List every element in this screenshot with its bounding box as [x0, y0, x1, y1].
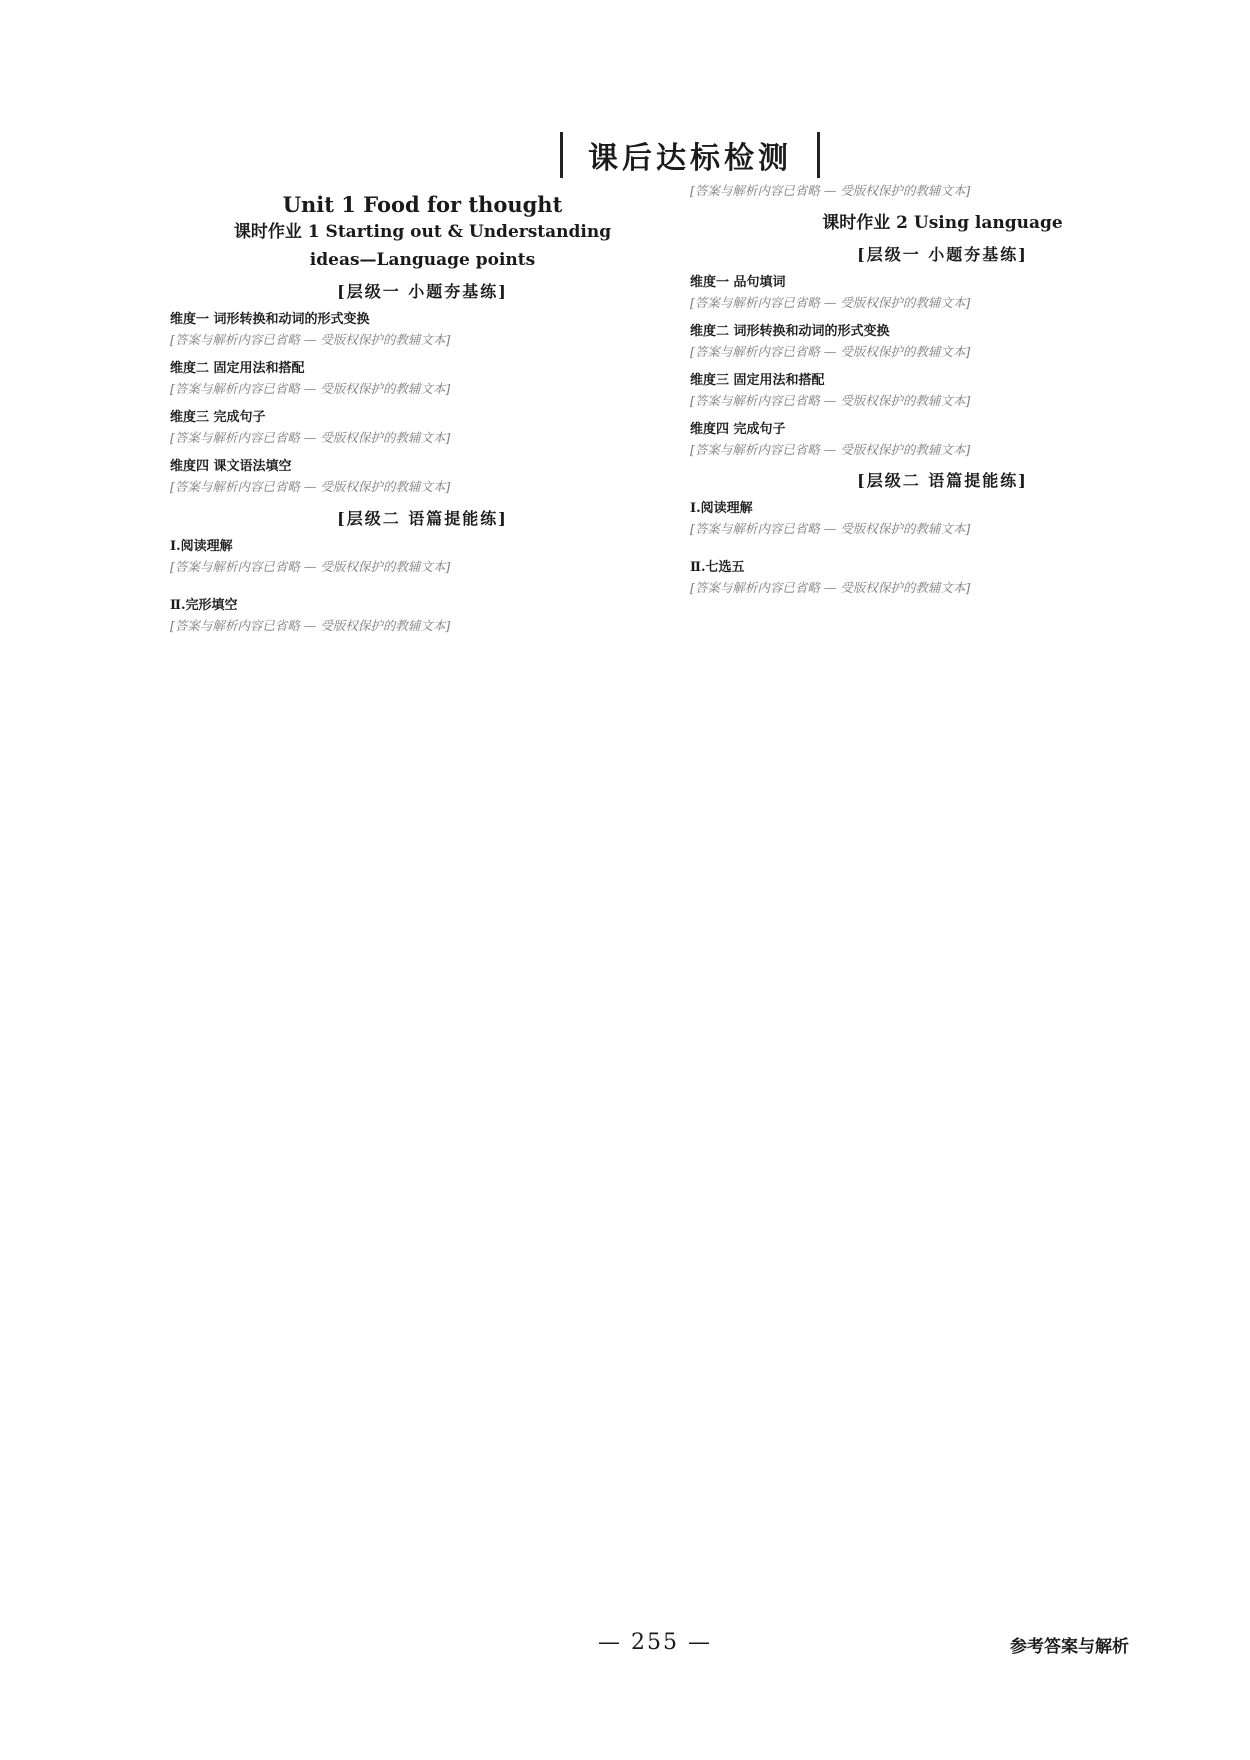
level-1-heading: [层级一 小题夯基练] — [337, 282, 508, 302]
section-seven-choose-five-heading: Ⅱ.七选五 — [690, 560, 745, 576]
dimension-3-heading: 维度三 完成句子 — [170, 409, 266, 425]
placeholder-text: [答案与解析内容已省略 — 受版权保护的教辅文本] — [690, 441, 971, 457]
level-2-heading: [层级二 语篇提能练] — [337, 508, 508, 528]
dimension-4-heading: 维度四 完成句子 — [690, 421, 786, 437]
lesson-title-2: 课时作业 2 Using language — [822, 212, 1063, 233]
footer-section-label: 参考答案与解析 — [1010, 1637, 1129, 1657]
lesson-title-1-line-1: 课时作业 1 Starting out & Understanding — [233, 222, 612, 242]
placeholder-text: [答案与解析内容已省略 — 受版权保护的教辅文本] — [170, 558, 451, 574]
placeholder-text: [答案与解析内容已省略 — 受版权保护的教辅文本] — [170, 429, 451, 445]
section-cloze-heading: Ⅱ.完形填空 — [170, 597, 238, 613]
page-banner-title: 课后达标检测 — [560, 132, 820, 178]
placeholder-text: [答案与解析内容已省略 — 受版权保护的教辅文本] — [690, 392, 971, 408]
left-column — [170, 186, 675, 636]
placeholder-text: [答案与解析内容已省略 — 受版权保护的教辅文本] — [690, 521, 971, 537]
placeholder-text: [答案与解析内容已省略 — 受版权保护的教辅文本] — [170, 617, 451, 633]
lesson-title-1-line-2: ideas—Language points — [309, 250, 536, 271]
page-number: — 255 — — [598, 1630, 712, 1655]
unit-title: Unit 1 Food for thought — [282, 192, 563, 217]
level-2-heading: [层级二 语篇提能练] — [857, 471, 1028, 491]
placeholder-text: [答案与解析内容已省略 — 受版权保护的教辅文本] — [170, 381, 451, 397]
section-reading-heading: Ⅰ.阅读理解 — [170, 538, 233, 554]
right-column — [690, 180, 1195, 599]
dimension-1-heading: 维度一 词形转换和动词的形式变换 — [170, 312, 370, 328]
placeholder-text: [答案与解析内容已省略 — 受版权保护的教辅文本] — [170, 332, 451, 348]
placeholder-text: [答案与解析内容已省略 — 受版权保护的教辅文本] — [690, 294, 971, 310]
placeholder-text: [答案与解析内容已省略 — 受版权保护的教辅文本] — [170, 478, 451, 494]
placeholder-text: [答案与解析内容已省略 — 受版权保护的教辅文本] — [690, 343, 971, 359]
section-reading-heading: Ⅰ.阅读理解 — [690, 501, 753, 517]
placeholder-text: [答案与解析内容已省略 — 受版权保护的教辅文本] — [690, 580, 971, 596]
dimension-2-heading: 维度二 词形转换和动词的形式变换 — [690, 323, 890, 339]
dimension-1-heading: 维度一 品句填词 — [690, 274, 786, 290]
dimension-3-heading: 维度三 固定用法和搭配 — [690, 372, 825, 388]
dimension-2-heading: 维度二 固定用法和搭配 — [170, 361, 305, 377]
level-1-heading: [层级一 小题夯基练] — [857, 244, 1028, 264]
placeholder-text: [答案与解析内容已省略 — 受版权保护的教辅文本] — [690, 183, 971, 198]
dimension-4-heading: 维度四 课文语法填空 — [170, 458, 292, 474]
